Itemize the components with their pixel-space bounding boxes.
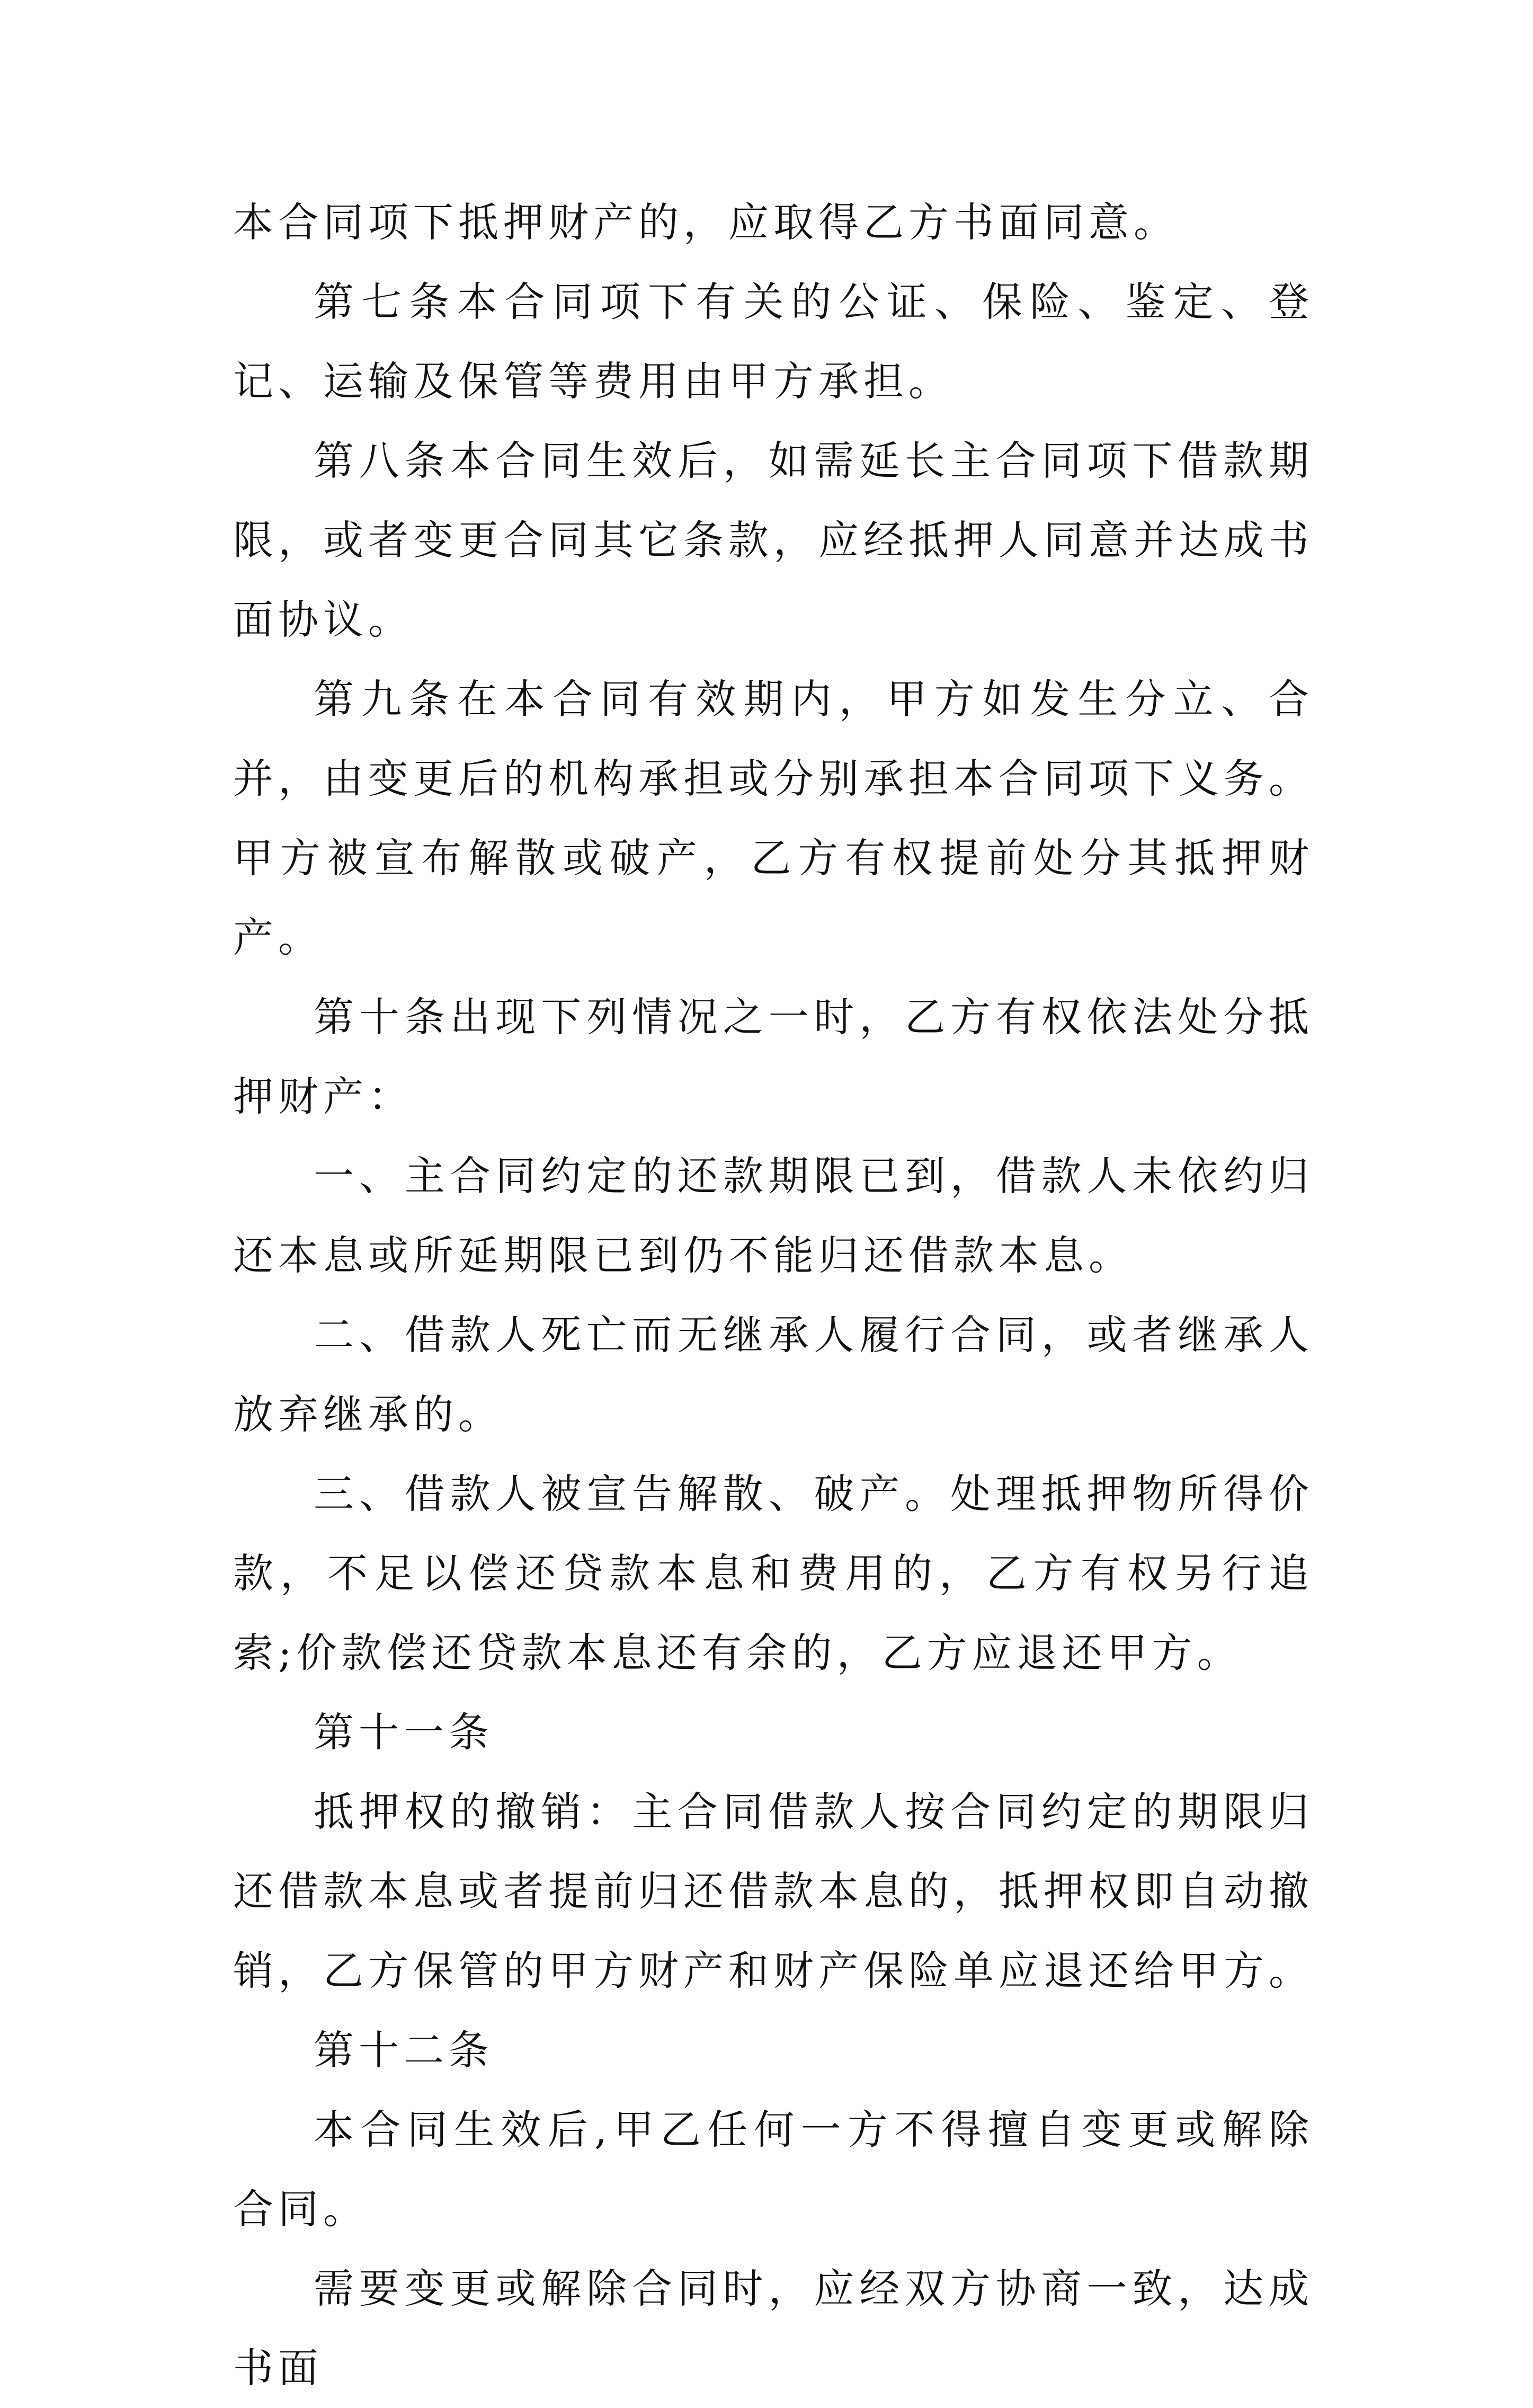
paragraph-item-1: 一、主合同约定的还款期限已到，借款人未依约归还本息或所延期限已到仍不能归还借款本息。 bbox=[233, 1152, 1314, 1279]
paragraph-article-8: 第八条本合同生效后，如需延长主合同项下借款期限，或者变更合同其它条款，应经抵押人同意并达成书面协议。 bbox=[233, 437, 1314, 643]
paragraph-item-2: 二、借款人死亡而无继承人履行合同，或者继承人放弃继承的。 bbox=[233, 1311, 1314, 1438]
contract-body bbox=[233, 183, 1314, 2408]
paragraph-article-9: 第九条在本合同有效期内，甲方如发生分立、合并，由变更后的机构承担或分别承担本合同项下义务。甲方被宣布解散或破产，乙方有权提前处分其抵押财产。 bbox=[233, 676, 1314, 961]
paragraph-article-12-continued: 需要变更或解除合同时，应经双方协商一致，达成书面 bbox=[233, 2265, 1314, 2392]
paragraph-article-12-body: 本合同生效后,甲乙任何一方不得擅自变更或解除合同。 bbox=[233, 2106, 1314, 2233]
paragraph-article-7: 第七条本合同项下有关的公证、保险、鉴定、登记、运输及保管等费用由甲方承担。 bbox=[233, 278, 1314, 405]
heading-article-11: 第十一条 bbox=[314, 1709, 494, 1756]
paragraph-item-3: 三、借款人被宣告解散、破产。处理抵押物所得价款，不足以偿还贷款本息和费用的，乙方有权另行追索;价款偿还贷款本息还有余的，乙方应退还甲方。 bbox=[233, 1470, 1314, 1676]
heading-article-12: 第十二条 bbox=[314, 2027, 494, 2074]
paragraph-article-11-body: 抵押权的撤销：主合同借款人按合同约定的期限归还借款本息或者提前归还借款本息的，抵押权即自动撤销，乙方保管的甲方财产和财产保险单应退还给甲方。 bbox=[233, 1788, 1314, 1994]
paragraph-continuation: 本合同项下抵押财产的，应取得乙方书面同意。 bbox=[233, 199, 1179, 246]
paragraph-article-10: 第十条出现下列情况之一时，乙方有权依法处分抵押财产： bbox=[233, 993, 1314, 1120]
